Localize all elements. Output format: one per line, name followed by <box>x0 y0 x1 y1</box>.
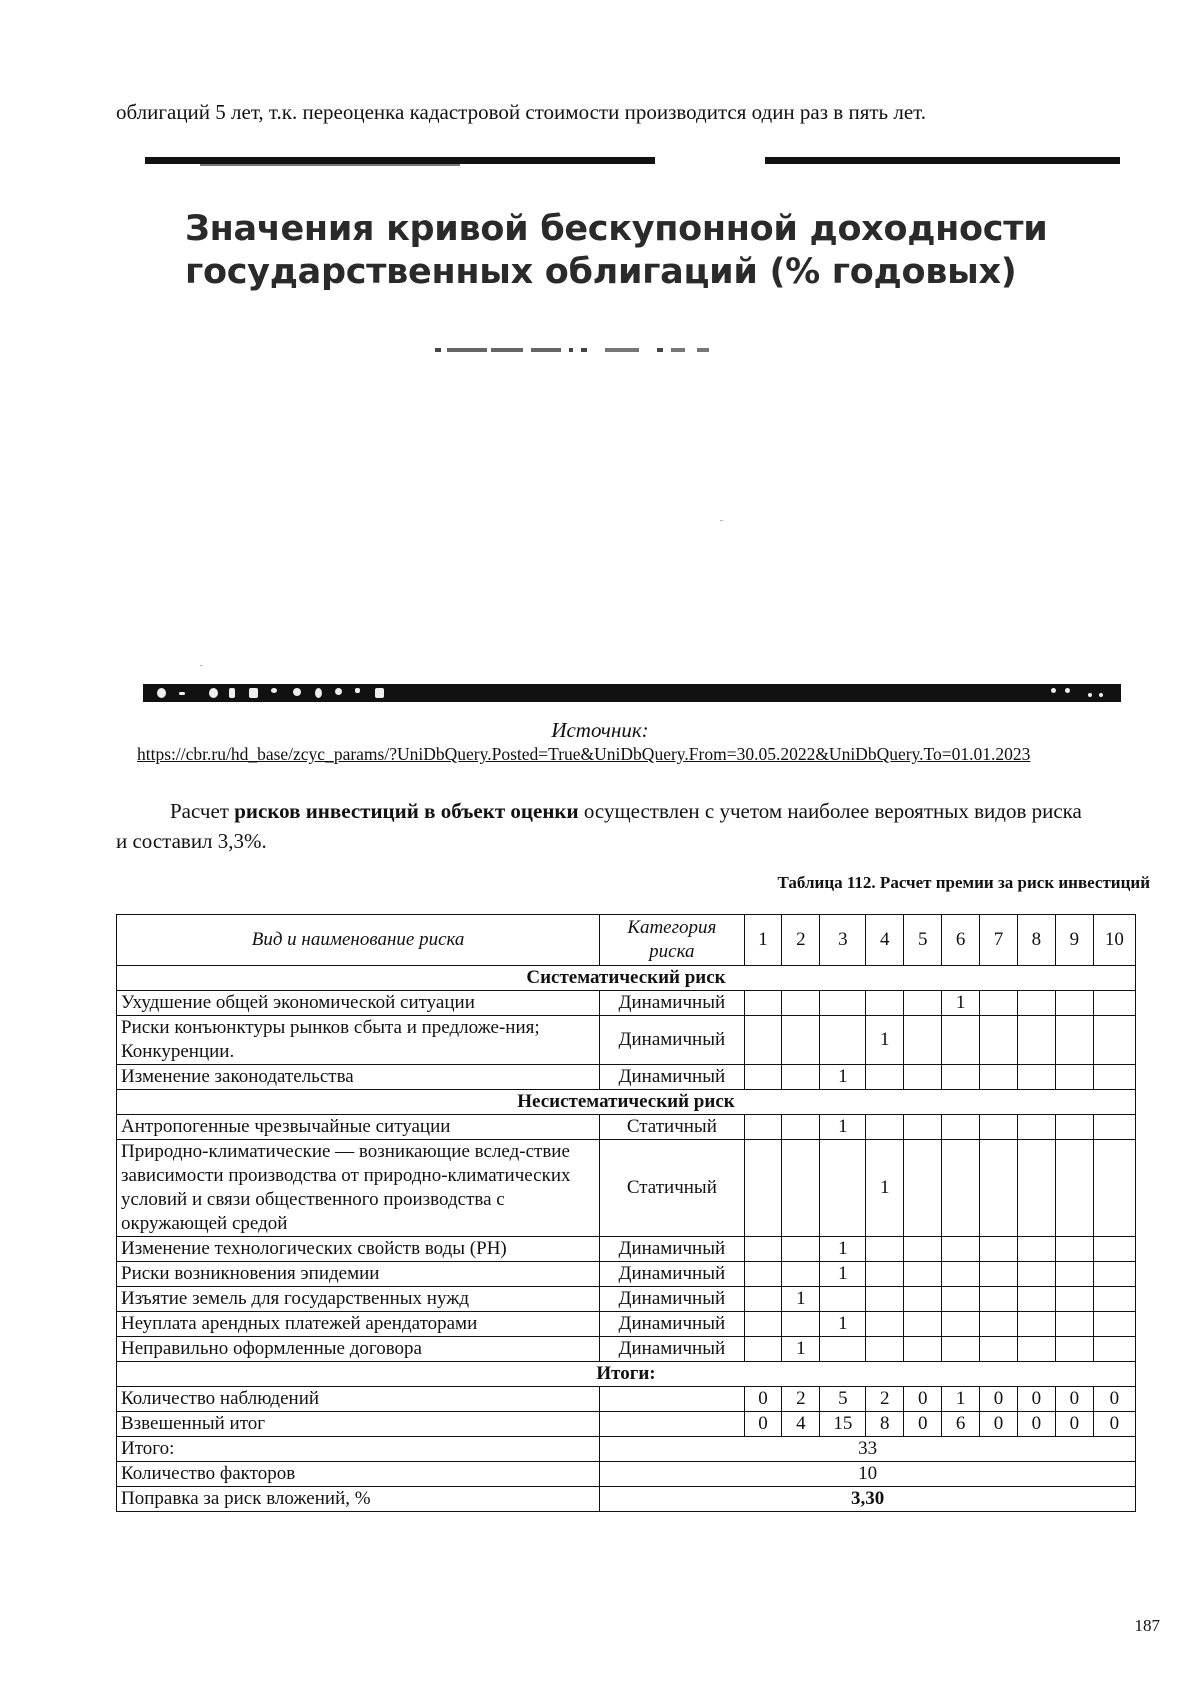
header-score-col: 2 <box>782 915 820 966</box>
score-cell <box>782 1262 820 1287</box>
score-cell <box>866 1065 904 1090</box>
score-cell <box>980 1115 1018 1140</box>
score-cell <box>904 1115 942 1140</box>
total-label: Итого: <box>117 1437 600 1462</box>
score-cell <box>1017 1115 1055 1140</box>
risk-category: Динамичный <box>600 1287 744 1312</box>
section-totals: Итоги: <box>117 1362 1136 1387</box>
score-cell <box>980 1262 1018 1287</box>
weighted-cell: 6 <box>942 1412 980 1437</box>
weighted-cell: 15 <box>820 1412 866 1437</box>
weighted-cell: 0 <box>744 1412 782 1437</box>
score-cell <box>980 1065 1018 1090</box>
risk-name: Антропогенные чрезвычайные ситуации <box>117 1115 600 1140</box>
score-cell <box>1055 1115 1093 1140</box>
observations-cell: 2 <box>782 1387 820 1412</box>
score-cell <box>744 1287 782 1312</box>
risk-category: Динамичный <box>600 991 744 1016</box>
factors-label: Количество факторов <box>117 1462 600 1487</box>
table-row <box>117 1237 1136 1262</box>
score-cell <box>904 1312 942 1337</box>
score-cell <box>820 1337 866 1362</box>
header-score-col: 9 <box>1055 915 1093 966</box>
score-cell <box>782 1140 820 1237</box>
adjustment-label: Поправка за риск вложений, % <box>117 1487 600 1512</box>
paragraph-end: осуществлен с учетом наиболее вероятных видов риска и составил 3,3%. <box>116 799 1082 853</box>
risk-category: Динамичный <box>600 1337 744 1362</box>
score-cell <box>1093 1237 1135 1262</box>
score-cell <box>820 1016 866 1065</box>
score-cell: 1 <box>866 1140 904 1237</box>
chart-faint-mark <box>200 665 203 666</box>
table-row <box>117 1140 1136 1237</box>
score-cell <box>942 1140 980 1237</box>
score-cell <box>1017 991 1055 1016</box>
score-cell <box>1093 1262 1135 1287</box>
risk-name: Риски возникновения эпидемии <box>117 1262 600 1287</box>
score-cell <box>744 1140 782 1237</box>
weighted-empty-cell <box>600 1412 744 1437</box>
weighted-cell: 0 <box>904 1412 942 1437</box>
page-number: 187 <box>1134 1616 1160 1635</box>
intro-text: облигаций 5 лет, т.к. переоценка кадастровой стоимости производится один раз в пять лет. <box>116 100 927 124</box>
chart-title-line2: государственных облигаций (% годовых) <box>185 252 1017 293</box>
score-cell <box>1017 1140 1055 1237</box>
score-cell <box>744 1312 782 1337</box>
score-cell <box>980 1312 1018 1337</box>
risk-category: Динамичный <box>600 1065 744 1090</box>
score-cell: 1 <box>820 1065 866 1090</box>
table-row <box>117 1262 1136 1287</box>
table-row <box>117 1016 1136 1065</box>
risk-category: Динамичный <box>600 1312 744 1337</box>
table-row <box>117 1287 1136 1312</box>
risk-name: Неуплата арендных платежей арендаторами <box>117 1312 600 1337</box>
score-cell <box>904 1337 942 1362</box>
score-cell <box>820 1140 866 1237</box>
score-cell <box>782 1237 820 1262</box>
score-cell <box>744 1065 782 1090</box>
factors-value: 10 <box>600 1462 1136 1487</box>
score-cell: 1 <box>782 1287 820 1312</box>
summary-row <box>117 1462 1136 1487</box>
score-cell <box>1093 1016 1135 1065</box>
table-header-row <box>117 915 1136 966</box>
score-cell <box>1093 991 1135 1016</box>
score-cell <box>980 1237 1018 1262</box>
risk-category: Статичный <box>600 1115 744 1140</box>
score-cell <box>866 1312 904 1337</box>
score-cell <box>1093 1115 1135 1140</box>
totals-row <box>117 1387 1136 1412</box>
chart-frame-top-shadow <box>200 164 460 166</box>
score-cell <box>820 991 866 1016</box>
score-cell <box>1055 1337 1093 1362</box>
score-cell <box>1055 1312 1093 1337</box>
score-cell: 1 <box>866 1016 904 1065</box>
score-cell <box>866 1287 904 1312</box>
header-score-col: 5 <box>904 915 942 966</box>
score-cell <box>782 1016 820 1065</box>
risk-category: Динамичный <box>600 1016 744 1065</box>
score-cell <box>1055 1237 1093 1262</box>
weighted-cell: 0 <box>980 1412 1018 1437</box>
totals-row <box>117 1412 1136 1437</box>
score-cell <box>980 1140 1018 1237</box>
risk-name: Риски конъюнктуры рынков сбыта и предложе-ния; Конкуренции. <box>117 1016 600 1065</box>
score-cell <box>942 1065 980 1090</box>
observations-cell: 0 <box>1055 1387 1093 1412</box>
chart-title-line1: Значения кривой бескупонной доходности <box>185 209 1048 249</box>
risk-paragraph <box>116 796 1096 856</box>
score-cell <box>942 1262 980 1287</box>
score-cell <box>744 1115 782 1140</box>
section-systematic-risk: Систематический риск <box>117 966 1136 991</box>
observations-empty-cell <box>600 1387 744 1412</box>
risk-category: Динамичный <box>600 1237 744 1262</box>
score-cell <box>1017 1065 1055 1090</box>
score-cell <box>980 991 1018 1016</box>
score-cell <box>1017 1016 1055 1065</box>
weighted-cell: 4 <box>782 1412 820 1437</box>
chart-frame-top-left <box>145 157 655 164</box>
score-cell <box>980 1016 1018 1065</box>
score-cell <box>904 1065 942 1090</box>
header-score-col: 1 <box>744 915 782 966</box>
score-cell <box>866 1115 904 1140</box>
risk-name: Неправильно оформленные договора <box>117 1337 600 1362</box>
weighted-cell: 8 <box>866 1412 904 1437</box>
score-cell: 1 <box>820 1237 866 1262</box>
observations-cell: 0 <box>1093 1387 1135 1412</box>
score-cell <box>980 1287 1018 1312</box>
observations-label: Количество наблюдений <box>117 1387 600 1412</box>
score-cell <box>1093 1140 1135 1237</box>
chart-legend-faded <box>435 348 735 354</box>
score-cell <box>1055 1065 1093 1090</box>
header-score-col: 10 <box>1093 915 1135 966</box>
risk-name: Ухудшение общей экономической ситуации <box>117 991 600 1016</box>
score-cell <box>1055 991 1093 1016</box>
table-row <box>117 1115 1136 1140</box>
score-cell <box>942 1237 980 1262</box>
score-cell <box>1055 1016 1093 1065</box>
section-row <box>117 1090 1136 1115</box>
score-cell <box>1017 1337 1055 1362</box>
observations-cell: 1 <box>942 1387 980 1412</box>
header-risk-name: Вид и наименование риска <box>117 915 600 966</box>
weighted-label: Взвешенный итог <box>117 1412 600 1437</box>
observations-cell: 5 <box>820 1387 866 1412</box>
score-cell <box>1017 1237 1055 1262</box>
risk-category: Статичный <box>600 1140 744 1237</box>
score-cell <box>744 1016 782 1065</box>
section-row <box>117 966 1136 991</box>
score-cell <box>904 1287 942 1312</box>
score-cell <box>1017 1262 1055 1287</box>
observations-cell: 0 <box>744 1387 782 1412</box>
score-cell <box>1017 1312 1055 1337</box>
chart-frame-top-right <box>765 157 1120 164</box>
score-cell <box>866 991 904 1016</box>
table-row <box>117 1312 1136 1337</box>
score-cell <box>1017 1287 1055 1312</box>
score-cell <box>1093 1065 1135 1090</box>
score-cell: 1 <box>820 1115 866 1140</box>
risk-name: Изменение технологических свойств воды (PH) <box>117 1237 600 1262</box>
score-cell <box>1055 1262 1093 1287</box>
score-cell <box>1055 1287 1093 1312</box>
table-caption: Таблица 112. Расчет премии за риск инвестиций <box>777 873 1150 892</box>
header-score-col: 3 <box>820 915 866 966</box>
header-score-col: 7 <box>980 915 1018 966</box>
score-cell <box>866 1262 904 1287</box>
summary-row <box>117 1487 1136 1512</box>
score-cell <box>782 991 820 1016</box>
score-cell <box>782 1115 820 1140</box>
risk-name: Природно-климатические — возникающие вслед-ствие зависимости производства от природно-климатических условий и связи общественного производства с окружающей средой <box>117 1140 600 1237</box>
chart-frame-bottom <box>143 684 1121 702</box>
score-cell <box>744 1237 782 1262</box>
header-score-col: 6 <box>942 915 980 966</box>
score-cell <box>782 1065 820 1090</box>
total-value: 33 <box>600 1437 1136 1462</box>
section-nonsystematic-risk: Несистематический риск <box>117 1090 1136 1115</box>
weighted-cell: 0 <box>1093 1412 1135 1437</box>
observations-cell: 0 <box>1017 1387 1055 1412</box>
score-cell <box>1055 1140 1093 1237</box>
score-cell <box>782 1312 820 1337</box>
score-cell <box>744 1337 782 1362</box>
observations-cell: 0 <box>904 1387 942 1412</box>
score-cell <box>904 1262 942 1287</box>
score-cell: 1 <box>942 991 980 1016</box>
score-cell <box>942 1016 980 1065</box>
score-cell <box>980 1337 1018 1362</box>
score-cell <box>744 991 782 1016</box>
adjustment-value: 3,30 <box>600 1487 1136 1512</box>
table-row <box>117 1065 1136 1090</box>
score-cell <box>904 1237 942 1262</box>
score-cell <box>904 991 942 1016</box>
score-cell <box>744 1262 782 1287</box>
score-cell: 1 <box>820 1312 866 1337</box>
paragraph-start: Расчет <box>170 799 235 823</box>
risk-name: Изъятие земель для государственных нужд <box>117 1287 600 1312</box>
risk-category: Динамичный <box>600 1262 744 1287</box>
score-cell <box>1093 1287 1135 1312</box>
source-label: Источник: <box>551 718 649 742</box>
weighted-cell: 0 <box>1055 1412 1093 1437</box>
header-score-col: 8 <box>1017 915 1055 966</box>
header-score-col: 4 <box>866 915 904 966</box>
observations-cell: 0 <box>980 1387 1018 1412</box>
risk-name: Изменение законодательства <box>117 1065 600 1090</box>
chart-title <box>185 208 1047 295</box>
weighted-cell: 0 <box>1017 1412 1055 1437</box>
score-cell <box>820 1287 866 1312</box>
summary-row <box>117 1437 1136 1462</box>
score-cell: 1 <box>820 1262 866 1287</box>
table-row <box>117 991 1136 1016</box>
score-cell <box>866 1337 904 1362</box>
score-cell <box>866 1237 904 1262</box>
chart-faint-mark <box>720 520 723 521</box>
score-cell <box>1093 1312 1135 1337</box>
risk-premium-table <box>116 914 1136 1512</box>
table-row <box>117 1337 1136 1362</box>
score-cell <box>904 1016 942 1065</box>
score-cell <box>942 1312 980 1337</box>
score-cell <box>942 1337 980 1362</box>
score-cell <box>1093 1337 1135 1362</box>
score-cell <box>904 1140 942 1237</box>
score-cell <box>942 1115 980 1140</box>
header-risk-category: Категория риска <box>600 915 744 966</box>
observations-cell: 2 <box>866 1387 904 1412</box>
paragraph-bold: рисков инвестиций в объект оценки <box>234 799 579 823</box>
score-cell: 1 <box>782 1337 820 1362</box>
section-row <box>117 1362 1136 1387</box>
score-cell <box>942 1287 980 1312</box>
source-link[interactable]: https://cbr.ru/hd_base/zcyc_params/?UniDbQuery.Posted=True&UniDbQuery.From=30.05.2022&UniDbQuery.To=01.01.2023 <box>137 744 1031 764</box>
